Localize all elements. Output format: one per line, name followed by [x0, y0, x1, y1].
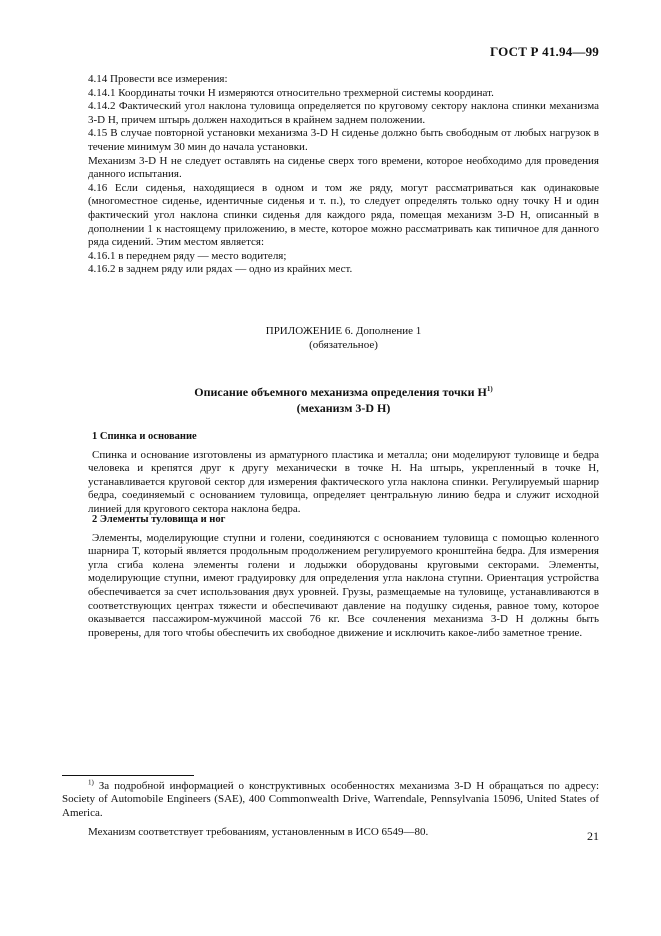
footnote-divider — [62, 775, 194, 776]
appendix-title: ПРИЛОЖЕНИЕ 6. Дополнение 1 — [265, 325, 422, 337]
footnote-main — [62, 780, 599, 820]
paragraph-4-14: 4.14 Провести все измерения: — [88, 73, 228, 85]
paragraph-4-16-2: 4.16.2 в заднем ряду или рядах — одно из крайних мест. — [88, 263, 353, 276]
document-header: ГОСТ Р 41.94—99 — [490, 44, 599, 59]
footnote-reference[interactable]: 1) — [486, 385, 493, 393]
footnote-text: За подробной информацией о конструктивных особенностях механизма 3-D H обращаться по адресу: Society of Automobile Engineers (SAE), 400 Commonwealth Drive, Warrendale, Pennsylvania 15096, United States of America. — [62, 780, 599, 819]
page-number: 21 — [587, 829, 599, 843]
appendix-heading — [88, 325, 599, 352]
footnote-extra: Механизм соответствует требованиям, установленным в ИСО 6549—80. — [88, 826, 429, 839]
title-text: Описание объемного механизма определения точки H — [194, 385, 487, 399]
title-line-1 — [88, 384, 599, 400]
section-2-text: Элементы, моделирующие ступни и голени, соединяются с основанием туловища с помощью коленного шарнира Т, который является продольным продолжением регулируемого кронштейна бедра. Для измерения угла сгиба колена элементы голени и лодыжки оборудованы круговыми секторами. Элементы, моделирующие ступни, имеют градуировку для определения угла наклона ступни. Ориентация устройства обеспечивается за счет использования двух уровней. Грузы, размещаемые на туловище, устанавливаются в соответствующих центрах тяжести и обеспечивают давление на подушку сиденья, равное тому, которое оказывается пассажиром-мужчиной массой 76 кг. Все сочленения механизма 3-D H должны быть проверены, для того чтобы обеспечить их свободное движение и исключить какое-либо заметное трение. — [88, 531, 599, 639]
paragraph-4-15-note: Механизм 3-D H не следует оставлять на сиденье сверх того времени, которое необходимо для проведения данного испытания. — [88, 154, 599, 181]
section-1-text: Спинка и основание изготовлены из арматурного пластика и металла; они моделируют туловище и бедра человека и крепятся друг к другу механически в точке H. На штырь, укрепленный в точке H, устанавливается круговой сектор для измерения фактического угла наклона спинки. Регулируемый шарнир бедра, соединяемый с основанием туловища, определяет центральную линию бедра и служит исходной линией для кругового сектора наклона бедра. — [88, 448, 599, 515]
paragraph-4-14-2: 4.14.2 Фактический угол наклона туловища определяется по круговому сектору наклона спинки механизма 3-D H, причем штырь должен находиться в крайнем заднем положении. — [88, 100, 599, 126]
section-1-heading: 1 Спинка и основание — [92, 431, 197, 442]
title-line-2: (механизм 3-D H) — [296, 401, 391, 415]
appendix-status: (обязательное) — [309, 338, 378, 351]
top-text-block — [88, 73, 599, 277]
paragraph-4-16: 4.16 Если сиденья, находящиеся в одном и том же ряду, могут рассматриваться как одинаковые (многоместное сиденье, идентичные сиденья и т. п.), то следует определять только одну точку H и один фактический угол наклона спинки сиденья для каждого ряда, помещая механизм 3-D H, описанный в дополнении 1 к настоящему приложению, в месте, которое можно рассматривать как типичное для данного ряда сидений. Этим местом является: — [88, 181, 599, 249]
paragraph-4-15: 4.15 В случае повторной установки механизма 3-D H сиденье должно быть свободным от любых нагрузок в течение минимум 30 мин до начала установки. — [88, 127, 599, 153]
section-2 — [88, 513, 599, 640]
section-2-heading: 2 Элементы туловища и ног — [92, 514, 226, 525]
paragraph-4-14-1: 4.14.1 Координаты точки H измеряются относительно трехмерной системы координат. — [88, 86, 494, 99]
footnote-mark: 1) — [88, 778, 94, 787]
footnote — [62, 780, 599, 840]
section-1 — [88, 430, 599, 517]
section-title — [88, 384, 599, 416]
paragraph-4-16-1: 4.16.1 в переднем ряду — место водителя; — [88, 249, 287, 262]
